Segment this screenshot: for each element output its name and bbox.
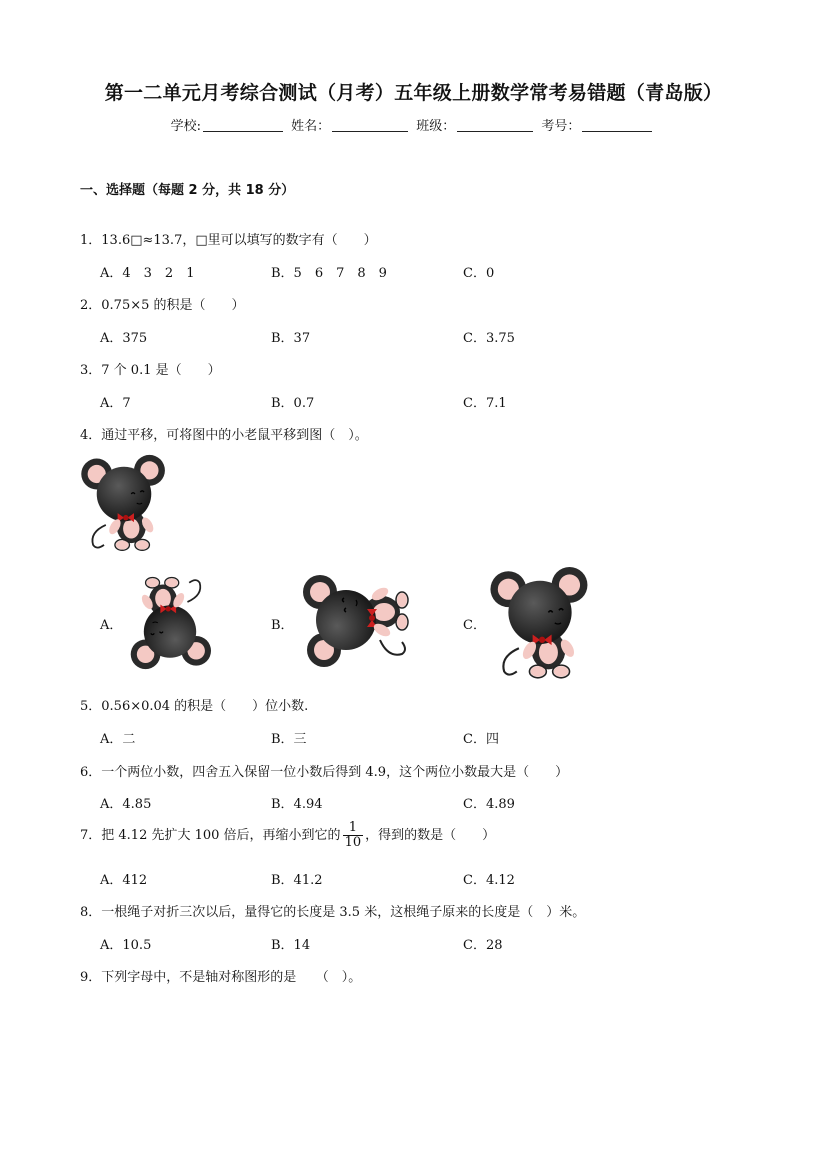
question-2-option-c[interactable]: C．3.75 (463, 331, 515, 346)
question-1-option-a[interactable]: A．4 3 2 1 (100, 266, 195, 281)
section-heading: 一、选择题（每题 2 分，共 18 分） (80, 183, 295, 198)
question-8-option-c[interactable]: C．28 (463, 938, 503, 953)
mouse-option-b-image[interactable] (296, 568, 418, 672)
page-title: 第一二单元月考综合测试（月考）五年级上册数学常考易错题（青岛版） (104, 82, 723, 104)
question-1-option-b[interactable]: B．5 6 7 8 9 (271, 266, 387, 281)
school-label: 学校: (170, 119, 201, 134)
name-blank[interactable] (332, 118, 408, 132)
question-8: 8．一根绳子对折三次以后，量得它的长度是 3.5 米，这根绳子原来的长度是（ ）米。 (80, 905, 586, 920)
question-1: 1．13.6□≈13.7，□里可以填写的数字有（ ） (80, 233, 377, 248)
name-label: 姓名： (291, 119, 331, 134)
question-1-option-c[interactable]: C．0 (463, 266, 495, 281)
question-7-text-before: 7．把 4.12 先扩大 100 倍后，再缩小到它的 (80, 828, 341, 843)
question-6-option-a[interactable]: A．4.85 (100, 797, 152, 812)
question-6-option-b[interactable]: B．4.94 (271, 797, 323, 812)
question-7-text-after: ，得到的数是（ ） (365, 828, 496, 843)
question-2-option-a[interactable]: A．375 (100, 331, 148, 346)
exam-no-blank[interactable] (582, 118, 652, 132)
exam-no-label: 考号： (541, 119, 581, 134)
question-5-option-a[interactable]: A．二 (100, 732, 136, 747)
question-7 (80, 821, 495, 850)
fraction-numerator: 1 (343, 821, 364, 836)
mouse-option-c-image[interactable] (486, 566, 594, 682)
mouse-option-a-image[interactable] (126, 574, 214, 670)
question-3-option-c[interactable]: C．7.1 (463, 396, 507, 411)
question-7-option-a[interactable]: A．412 (100, 873, 148, 888)
question-6-option-c[interactable]: C．4.89 (463, 797, 515, 812)
question-6: 6．一个两位小数，四舍五入保留一位小数后得到 4.9，这个两位小数最大是（ ） (80, 765, 569, 780)
question-5-option-c[interactable]: C．四 (463, 732, 499, 747)
question-2: 2．0.75×5 的积是（ ） (80, 298, 245, 313)
question-9: 9．下列字母中，不是轴对称图形的是 （ ）。 (80, 970, 362, 985)
mouse-original-image (78, 454, 170, 554)
question-8-option-b[interactable]: B．14 (271, 938, 311, 953)
question-5-option-b[interactable]: B．三 (271, 732, 307, 747)
question-3-option-a[interactable]: A．7 (100, 396, 131, 411)
fraction-denominator: 10 (344, 835, 362, 850)
question-4-option-a[interactable]: A． (100, 618, 123, 633)
fraction (343, 821, 364, 850)
question-3-option-b[interactable]: B．0.7 (271, 396, 315, 411)
class-label: 班级： (416, 119, 456, 134)
question-7-option-b[interactable]: B．41.2 (271, 873, 323, 888)
question-4: 4．通过平移，可将图中的小老鼠平移到图（ ）。 (80, 428, 368, 443)
question-8-option-a[interactable]: A．10.5 (100, 938, 152, 953)
question-4-option-b[interactable]: B． (271, 618, 294, 633)
question-4-option-c[interactable]: C． (463, 618, 486, 633)
question-7-option-c[interactable]: C．4.12 (463, 873, 515, 888)
question-5: 5．0.56×0.04 的积是（ ）位小数. (80, 699, 309, 714)
question-2-option-b[interactable]: B．37 (271, 331, 311, 346)
school-blank[interactable] (203, 118, 283, 132)
student-info-line (0, 115, 827, 134)
class-blank[interactable] (457, 118, 533, 132)
question-3: 3．7 个 0.1 是（ ） (80, 363, 221, 378)
